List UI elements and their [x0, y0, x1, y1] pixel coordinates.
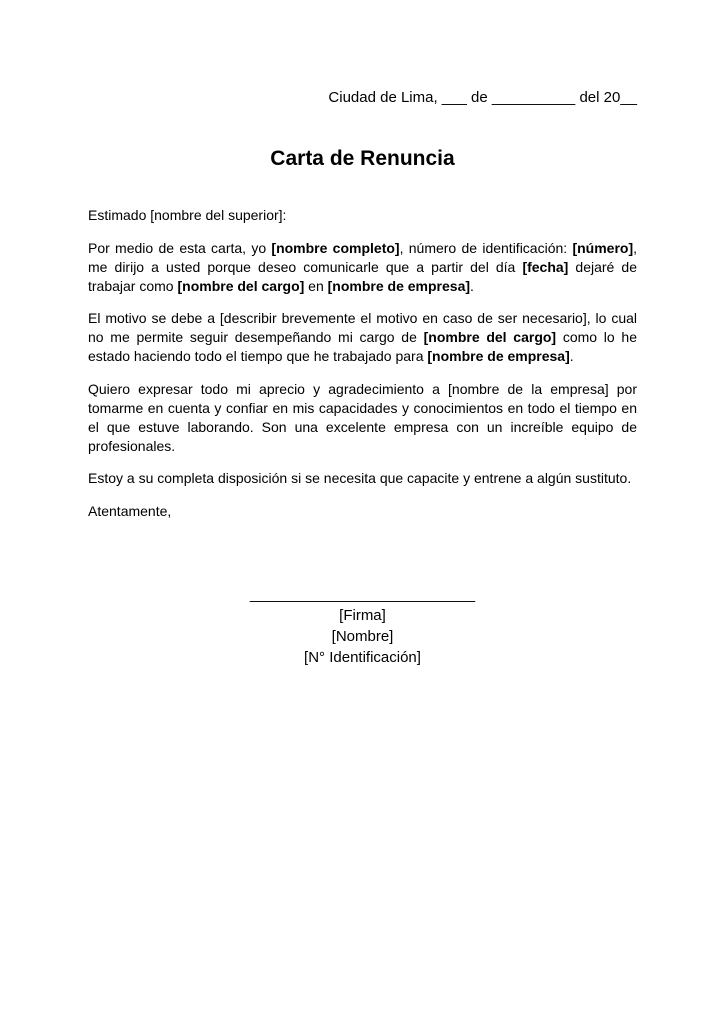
date-placeholder: [fecha]: [522, 258, 569, 275]
closing: Atentamente,: [88, 502, 172, 519]
company-placeholder: [nombre de empresa]: [427, 348, 570, 364]
company-placeholder: [nombre de empresa]: [327, 277, 471, 294]
intro-text-6: .: [470, 277, 474, 294]
reason-text-2: como lo he estado haciendo todo el tiempo que he trabajado para: [88, 329, 638, 364]
reason-text-1: El motivo se debe a [describir brevemente el motivo en caso de ser necesario], lo cual no me permite seguir desempeñando mi cargo de: [88, 310, 637, 345]
paragraph-reason: [88, 309, 637, 366]
intro-text-4: dejaré de trabajar como: [88, 258, 637, 294]
signature-identificacion: [N° Identificación]: [304, 649, 421, 666]
signature-line: ___________________________: [249, 586, 476, 603]
intro-text-3: , me dirijo a usted porque deseo comunicarle que a partir del día: [88, 239, 637, 275]
full-name-placeholder: [nombre completo]: [271, 239, 400, 256]
paragraph-gratitude: Quiero expresar todo mi aprecio y agradecimiento a [nombre de la empresa] por tomarme en cuenta y confiar en mis capacidades y conocimientos en todo el tiempo en el que estuve laborando. Son una excelente empresa con un increíble equipo de profesionales.: [88, 380, 637, 454]
salutation: Estimado [nombre del superior]:: [88, 207, 287, 223]
paragraph-availability: Estoy a su completa disposición si se necesita que capacite y entrene a algún sustituto.: [88, 470, 632, 486]
signature-nombre: [Nombre]: [331, 628, 394, 645]
date-line: Ciudad de Lima, ___ de __________ del 20__: [328, 89, 637, 106]
id-number-placeholder: [número]: [572, 239, 634, 256]
intro-text-5: en: [304, 277, 328, 294]
letter-body: [88, 206, 637, 534]
intro-text-1: Por medio de esta carta, yo: [88, 239, 272, 256]
intro-text-2: , número de identificación:: [399, 239, 573, 256]
position-placeholder: [nombre del cargo]: [177, 277, 305, 294]
document-title: Carta de Renuncia: [270, 147, 455, 170]
signature-block: [0, 584, 725, 668]
reason-text-3: .: [569, 348, 574, 364]
position-placeholder: [nombre del cargo]: [423, 329, 557, 345]
paragraph-intro: [88, 239, 637, 296]
signature-firma: [Firma]: [339, 607, 386, 624]
